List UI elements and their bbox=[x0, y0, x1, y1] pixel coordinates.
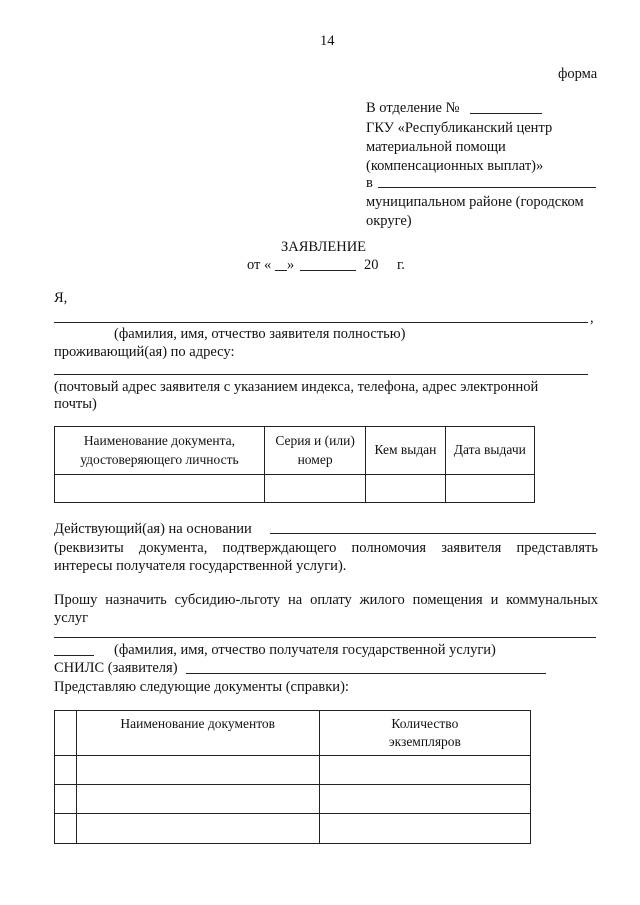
address-field[interactable] bbox=[54, 374, 588, 375]
id-table-header: Дата выдачи bbox=[445, 427, 534, 475]
docs-label: Представляю следующие документы (справки): bbox=[54, 679, 349, 695]
address-label: проживающий(ая) по адресу: bbox=[54, 344, 235, 360]
addressee-dept: В отделение № bbox=[366, 100, 460, 116]
id-doc-name-cell[interactable] bbox=[55, 475, 265, 503]
basis-label: Действующий(ая) на основании bbox=[54, 521, 252, 537]
addressee-in: в bbox=[366, 175, 373, 191]
dept-number-field[interactable] bbox=[470, 113, 542, 114]
docs-qty-cell[interactable] bbox=[319, 785, 530, 814]
ya-label: Я, bbox=[54, 290, 68, 306]
date-prefix: от « bbox=[247, 257, 272, 273]
snils-field[interactable] bbox=[186, 673, 546, 674]
basis-field[interactable] bbox=[270, 533, 596, 534]
id-issued-by-cell[interactable] bbox=[366, 475, 445, 503]
date-mid: » bbox=[287, 257, 295, 273]
snils-label: СНИЛС (заявителя) bbox=[54, 660, 178, 676]
address-hint-1: (почтовый адрес заявителя с указанием индекса, телефона, адрес электронной bbox=[54, 379, 539, 395]
date-year: 20 bbox=[364, 257, 379, 273]
recipient-name-field[interactable] bbox=[54, 637, 596, 638]
date-suffix: г. bbox=[397, 257, 405, 273]
comma: , bbox=[590, 310, 594, 326]
recipient-prefix-field[interactable] bbox=[54, 655, 94, 656]
docs-num-cell[interactable] bbox=[55, 756, 77, 785]
id-document-table bbox=[54, 426, 535, 503]
addressee-district-2: округе) bbox=[366, 213, 412, 229]
docs-num-cell[interactable] bbox=[55, 814, 77, 844]
form-label: форма bbox=[558, 66, 598, 82]
day-field[interactable] bbox=[275, 270, 287, 271]
page-number: 14 bbox=[320, 33, 335, 49]
recipient-hint: (фамилия, имя, отчество получателя государственной услуги) bbox=[114, 642, 496, 658]
name-hint: (фамилия, имя, отчество заявителя полностью) bbox=[114, 326, 406, 342]
docs-name-cell[interactable] bbox=[76, 814, 319, 844]
addressee-org: ГКУ «Республиканский центр bbox=[366, 120, 553, 136]
applicant-name-field[interactable] bbox=[54, 322, 588, 323]
id-table-header: Серия и (или) номер bbox=[264, 427, 365, 475]
docs-num-header bbox=[55, 711, 77, 756]
basis-hint-1: (реквизиты документа, подтверждающего полномочия заявителя представлять bbox=[54, 540, 598, 556]
addressee-org-3: (компенсационных выплат)» bbox=[366, 158, 544, 174]
docs-qty-cell[interactable] bbox=[319, 756, 530, 785]
district-field[interactable] bbox=[378, 187, 596, 188]
docs-name-cell[interactable] bbox=[76, 756, 319, 785]
docs-table-header: Наименование документов bbox=[76, 711, 319, 756]
documents-table bbox=[54, 710, 531, 844]
address-hint-2: почты) bbox=[54, 396, 97, 412]
id-table-header: Кем выдан bbox=[366, 427, 445, 475]
id-table-header: Наименование документа, удостоверяющего личность bbox=[55, 427, 265, 475]
basis-hint-2: интересы получателя государственной услуги). bbox=[54, 558, 347, 574]
month-field[interactable] bbox=[300, 270, 356, 271]
id-issue-date-cell[interactable] bbox=[445, 475, 534, 503]
addressee-district: муниципальном районе (городском bbox=[366, 194, 584, 210]
id-series-cell[interactable] bbox=[264, 475, 365, 503]
addressee-org-2: материальной помощи bbox=[366, 139, 506, 155]
request-text-2: услуг bbox=[54, 610, 89, 626]
request-text-1: Прошу назначить субсидию-льготу на оплату жилого помещения и коммунальных bbox=[54, 592, 598, 608]
document-title: ЗАЯВЛЕНИЕ bbox=[281, 239, 367, 255]
docs-table-header: Количество экземпляров bbox=[319, 711, 530, 756]
docs-num-cell[interactable] bbox=[55, 785, 77, 814]
docs-qty-cell[interactable] bbox=[319, 814, 530, 844]
docs-name-cell[interactable] bbox=[76, 785, 319, 814]
